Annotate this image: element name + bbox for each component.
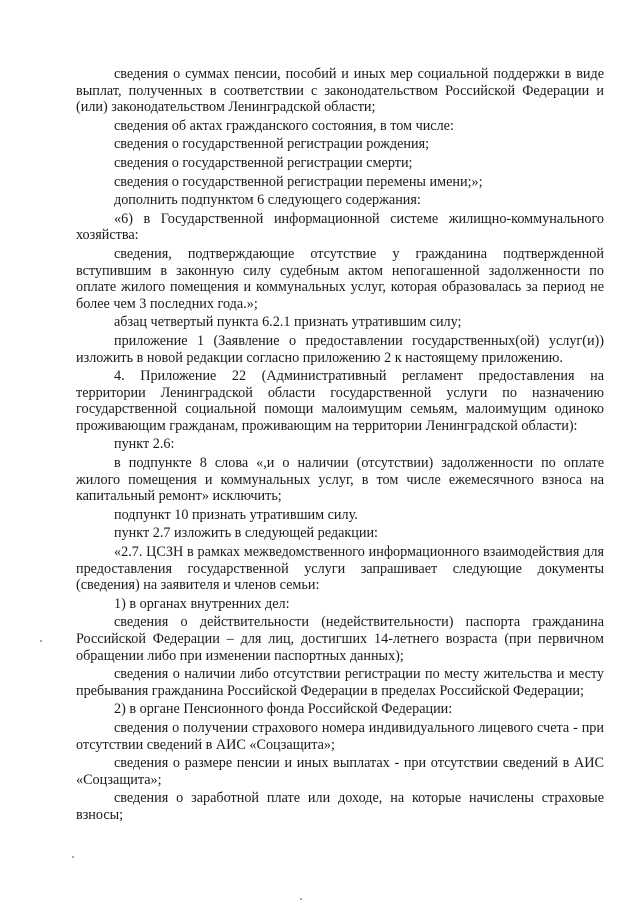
paragraph: пункт 2.7 изложить в следующей редакции:: [114, 525, 378, 542]
paragraph: приложение 1 (Заявление о предоставлении государственных(ой) услуг(и)) изложить в новой редакции согласно приложению 2 к настоящему приложению.: [76, 332, 604, 366]
paragraph: сведения о действительности (недействительности) паспорта гражданина Российской Федерации – для лиц, достигших 14-летнего возраста (при первичном обращении либо при изменении паспортных данных);: [76, 614, 604, 664]
paragraph: сведения о государственной регистрации перемены имени;»;: [114, 173, 483, 190]
paragraph: сведения о размере пенсии и иных выплатах - при отсутствии сведений в АИС «Соцзащита»;: [76, 755, 604, 788]
paragraph: дополнить подпунктом 6 следующего содержания:: [114, 192, 421, 209]
paragraph: «6) в Государственной информационной системе жилищно-коммунального хозяйства:: [76, 210, 604, 244]
paragraph: сведения, подтверждающие отсутствие у гражданина подтвержденной вступившим в законную силу судебным актом непогашенной задолженности по оплате жилого помещения и коммунальных услуг, которая образовалась за период не более чем 3 последних года.»;: [76, 245, 604, 312]
paragraph: в подпункте 8 слова «,и о наличии (отсутствии) задолженности по оплате жилого помещения и коммунальных услуг, в том числе ежемесячного взноса на капитальный ремонт» исключить;: [76, 455, 604, 505]
paragraph: сведения о получении страхового номера индивидуального лицевого счета - при отсутствии сведений в АИС «Соцзащита»;: [76, 719, 604, 753]
document-body: [76, 66, 604, 824]
paragraph: сведения о заработной плате или доходе, на которые начислены страховые взносы;: [76, 790, 604, 823]
paragraph: подпункт 10 признать утратившим силу.: [114, 506, 358, 523]
paragraph: сведения о наличии либо отсутствии регистрации по месту жительства и месту пребывания гражданина Российской Федерации в пределах Российской Федерации;: [76, 666, 604, 699]
paragraph: абзац четвертый пункта 6.2.1 признать утратившим силу;: [114, 314, 462, 331]
paragraph: 1) в органах внутренних дел:: [114, 595, 290, 612]
paragraph: сведения об актах гражданского состояния, в том числе:: [114, 117, 454, 134]
paragraph: 2) в органе Пенсионного фонда Российской Федерации:: [114, 701, 453, 718]
paragraph: сведения о государственной регистрации смерти;: [114, 154, 413, 171]
paragraph: сведения о суммах пенсии, пособий и иных мер социальной поддержки в виде выплат, полученных в соответствии с законодательством Российской Федерации и (или) законодательством Ленинградской области;: [76, 66, 604, 116]
paragraph: сведения о государственной регистрации рождения;: [114, 136, 430, 153]
paragraph: пункт 2.6:: [114, 436, 175, 453]
paragraph: «2.7. ЦСЗН в рамках межведомственного информационного взаимодействия для предоставления государственной услуги запрашивает следующие документы (сведения) на заявителя и членов семьи:: [76, 544, 604, 594]
paragraph: 4. Приложение 22 (Административный регламент предоставления на территории Ленинградской области государственной услуги по назначению государственной социальной помощи малоимущим семьям, малоимущим одиноко проживающим гражданам, проживающим на территории Ленинградской области):: [76, 368, 604, 434]
